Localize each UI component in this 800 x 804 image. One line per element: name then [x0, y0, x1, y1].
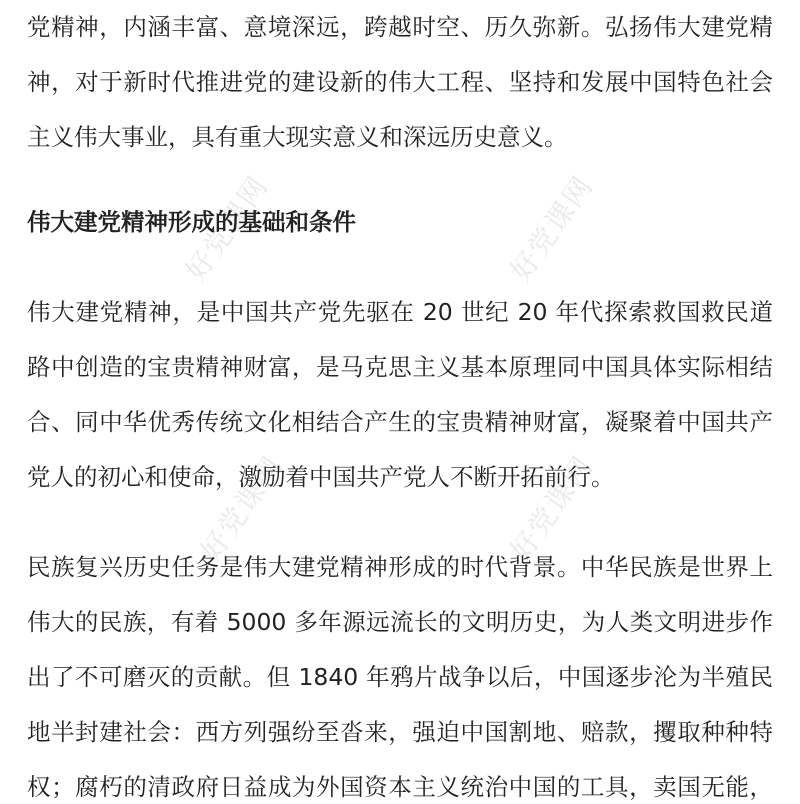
- watermark: 好党课网: [504, 449, 600, 567]
- text-line: 党人的初心和使命，激励着中国共产党人不断开拓前行。: [27, 463, 615, 491]
- text-line: 主义伟大事业，具有重大现实意义和深远历史意义。: [27, 123, 568, 151]
- section-heading: 伟大建党精神形成的基础和条件: [27, 208, 356, 236]
- text-line: 伟大建党精神，是中国共产党先驱在 20 世纪 20 年代探索救国救民道: [27, 298, 773, 326]
- watermark: 好党课网: [179, 169, 275, 287]
- text-line: 伟大的民族，有着 5000 多年源远流长的文明历史，为人类文明进步作: [27, 608, 773, 636]
- text-line: 合、同中华优秀传统文化相结合产生的宝贵精神财富，凝聚着中国共产: [27, 408, 773, 436]
- watermark: 好党课网: [504, 169, 600, 287]
- text-line: 出了不可磨灭的贡献。但 1840 年鸦片战争以后，中国逐步沦为半殖民: [27, 663, 773, 691]
- watermark: 好党课网: [194, 449, 290, 567]
- text-line: 党精神，内涵丰富、意境深远，跨越时空、历久弥新。弘扬伟大建党精: [27, 13, 773, 41]
- text-line: 民族复兴历史任务是伟大建党精神形成的时代背景。中华民族是世界上: [27, 553, 773, 581]
- text-line: 权；腐朽的清政府日益成为外国资本主义统治中国的工具，卖国无能，: [27, 773, 773, 801]
- text-line: 路中创造的宝贵精神财富，是马克思主义基本原理同中国具体实际相结: [27, 353, 773, 381]
- text-line: 地半封建社会：西方列强纷至沓来，强迫中国割地、赔款，攫取种种特: [27, 718, 773, 746]
- text-line: 神，对于新时代推进党的建设新的伟大工程、坚持和发展中国特色社会: [27, 68, 773, 96]
